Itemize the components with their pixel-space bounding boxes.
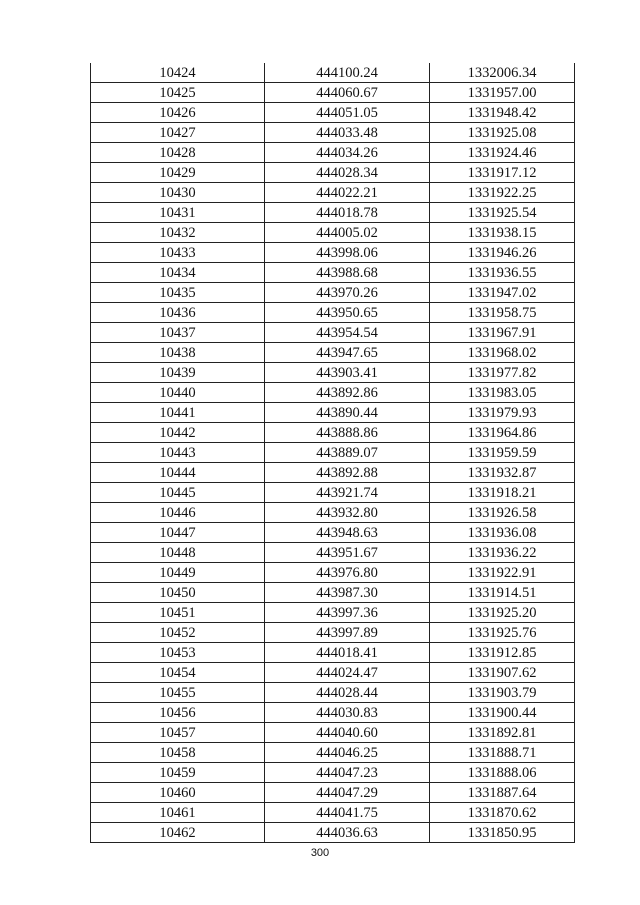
x-coordinate-cell: 444033.48 [265, 123, 430, 143]
point-id-cell: 10424 [91, 63, 265, 83]
point-id-cell: 10442 [91, 423, 265, 443]
point-id-cell: 10448 [91, 543, 265, 563]
table-row [91, 683, 575, 703]
x-coordinate-cell: 444040.60 [265, 723, 430, 743]
table-row [91, 783, 575, 803]
page-number: 300 [310, 847, 330, 859]
point-id-cell: 10459 [91, 763, 265, 783]
y-coordinate-cell: 1331850.95 [430, 823, 575, 843]
x-coordinate-cell: 444030.83 [265, 703, 430, 723]
x-coordinate-cell: 444036.63 [265, 823, 430, 843]
table-row [91, 603, 575, 623]
point-id-cell: 10447 [91, 523, 265, 543]
y-coordinate-cell: 1332006.34 [430, 63, 575, 83]
x-coordinate-cell: 443997.89 [265, 623, 430, 643]
point-id-cell: 10427 [91, 123, 265, 143]
point-id-cell: 10444 [91, 463, 265, 483]
table-row [91, 503, 575, 523]
table-row [91, 223, 575, 243]
x-coordinate-cell: 443921.74 [265, 483, 430, 503]
point-id-cell: 10451 [91, 603, 265, 623]
y-coordinate-cell: 1331887.64 [430, 783, 575, 803]
point-id-cell: 10440 [91, 383, 265, 403]
table-row [91, 703, 575, 723]
point-id-cell: 10443 [91, 443, 265, 463]
y-coordinate-cell: 1331979.93 [430, 403, 575, 423]
x-coordinate-cell: 443954.54 [265, 323, 430, 343]
point-id-cell: 10450 [91, 583, 265, 603]
x-coordinate-cell: 443976.80 [265, 563, 430, 583]
y-coordinate-cell: 1331870.62 [430, 803, 575, 823]
y-coordinate-cell: 1331946.26 [430, 243, 575, 263]
table-row [91, 343, 575, 363]
x-coordinate-cell: 443947.65 [265, 343, 430, 363]
x-coordinate-cell: 443987.30 [265, 583, 430, 603]
y-coordinate-cell: 1331967.91 [430, 323, 575, 343]
x-coordinate-cell: 443892.88 [265, 463, 430, 483]
table-row [91, 143, 575, 163]
y-coordinate-cell: 1331917.12 [430, 163, 575, 183]
point-id-cell: 10437 [91, 323, 265, 343]
point-id-cell: 10434 [91, 263, 265, 283]
table-row [91, 63, 575, 83]
table-row [91, 523, 575, 543]
y-coordinate-cell: 1331888.06 [430, 763, 575, 783]
point-id-cell: 10449 [91, 563, 265, 583]
table-row [91, 383, 575, 403]
table-row [91, 263, 575, 283]
point-id-cell: 10438 [91, 343, 265, 363]
x-coordinate-cell: 444018.78 [265, 203, 430, 223]
x-coordinate-cell: 444060.67 [265, 83, 430, 103]
x-coordinate-cell: 444028.34 [265, 163, 430, 183]
y-coordinate-cell: 1331924.46 [430, 143, 575, 163]
x-coordinate-cell: 444005.02 [265, 223, 430, 243]
y-coordinate-cell: 1331936.22 [430, 543, 575, 563]
table-row [91, 643, 575, 663]
x-coordinate-cell: 444028.44 [265, 683, 430, 703]
point-id-cell: 10452 [91, 623, 265, 643]
y-coordinate-cell: 1331900.44 [430, 703, 575, 723]
x-coordinate-cell: 443932.80 [265, 503, 430, 523]
table-row [91, 463, 575, 483]
table-row [91, 663, 575, 683]
x-coordinate-cell: 443988.68 [265, 263, 430, 283]
y-coordinate-cell: 1331922.91 [430, 563, 575, 583]
point-id-cell: 10429 [91, 163, 265, 183]
table-row [91, 803, 575, 823]
table-row [91, 823, 575, 843]
table-row [91, 763, 575, 783]
table-row [91, 583, 575, 603]
point-id-cell: 10457 [91, 723, 265, 743]
x-coordinate-cell: 443948.63 [265, 523, 430, 543]
y-coordinate-cell: 1331925.54 [430, 203, 575, 223]
y-coordinate-cell: 1331977.82 [430, 363, 575, 383]
point-id-cell: 10435 [91, 283, 265, 303]
coordinate-table [90, 63, 575, 843]
point-id-cell: 10439 [91, 363, 265, 383]
table-row [91, 123, 575, 143]
point-id-cell: 10441 [91, 403, 265, 423]
y-coordinate-cell: 1331892.81 [430, 723, 575, 743]
table-row [91, 623, 575, 643]
table-row [91, 543, 575, 563]
x-coordinate-cell: 443892.86 [265, 383, 430, 403]
point-id-cell: 10425 [91, 83, 265, 103]
table-row [91, 303, 575, 323]
x-coordinate-cell: 444047.29 [265, 783, 430, 803]
y-coordinate-cell: 1331936.55 [430, 263, 575, 283]
point-id-cell: 10432 [91, 223, 265, 243]
point-id-cell: 10431 [91, 203, 265, 223]
point-id-cell: 10456 [91, 703, 265, 723]
table-row [91, 743, 575, 763]
y-coordinate-cell: 1331947.02 [430, 283, 575, 303]
y-coordinate-cell: 1331964.86 [430, 423, 575, 443]
point-id-cell: 10426 [91, 103, 265, 123]
table-row [91, 723, 575, 743]
y-coordinate-cell: 1331932.87 [430, 463, 575, 483]
table-row [91, 363, 575, 383]
table-row [91, 183, 575, 203]
point-id-cell: 10445 [91, 483, 265, 503]
x-coordinate-cell: 443951.67 [265, 543, 430, 563]
table-row [91, 563, 575, 583]
y-coordinate-cell: 1331888.71 [430, 743, 575, 763]
y-coordinate-cell: 1331959.59 [430, 443, 575, 463]
x-coordinate-cell: 444046.25 [265, 743, 430, 763]
x-coordinate-cell: 443888.86 [265, 423, 430, 443]
y-coordinate-cell: 1331922.25 [430, 183, 575, 203]
y-coordinate-cell: 1331938.15 [430, 223, 575, 243]
y-coordinate-cell: 1331912.85 [430, 643, 575, 663]
x-coordinate-cell: 443889.07 [265, 443, 430, 463]
table-row [91, 243, 575, 263]
point-id-cell: 10458 [91, 743, 265, 763]
point-id-cell: 10455 [91, 683, 265, 703]
point-id-cell: 10436 [91, 303, 265, 323]
table-row [91, 203, 575, 223]
table-row [91, 163, 575, 183]
x-coordinate-cell: 444034.26 [265, 143, 430, 163]
table-row [91, 83, 575, 103]
y-coordinate-cell: 1331903.79 [430, 683, 575, 703]
table-row [91, 403, 575, 423]
point-id-cell: 10433 [91, 243, 265, 263]
point-id-cell: 10461 [91, 803, 265, 823]
y-coordinate-cell: 1331925.76 [430, 623, 575, 643]
x-coordinate-cell: 444041.75 [265, 803, 430, 823]
y-coordinate-cell: 1331925.08 [430, 123, 575, 143]
x-coordinate-cell: 443903.41 [265, 363, 430, 383]
y-coordinate-cell: 1331918.21 [430, 483, 575, 503]
table-row [91, 283, 575, 303]
y-coordinate-cell: 1331914.51 [430, 583, 575, 603]
y-coordinate-cell: 1331936.08 [430, 523, 575, 543]
y-coordinate-cell: 1331983.05 [430, 383, 575, 403]
y-coordinate-cell: 1331925.20 [430, 603, 575, 623]
table-row [91, 443, 575, 463]
point-id-cell: 10453 [91, 643, 265, 663]
y-coordinate-cell: 1331926.58 [430, 503, 575, 523]
table-row [91, 103, 575, 123]
point-id-cell: 10428 [91, 143, 265, 163]
y-coordinate-cell: 1331958.75 [430, 303, 575, 323]
point-id-cell: 10460 [91, 783, 265, 803]
table-row [91, 423, 575, 443]
x-coordinate-cell: 444047.23 [265, 763, 430, 783]
point-id-cell: 10446 [91, 503, 265, 523]
x-coordinate-cell: 444100.24 [265, 63, 430, 83]
table-row [91, 323, 575, 343]
y-coordinate-cell: 1331968.02 [430, 343, 575, 363]
y-coordinate-cell: 1331907.62 [430, 663, 575, 683]
x-coordinate-cell: 444051.05 [265, 103, 430, 123]
point-id-cell: 10462 [91, 823, 265, 843]
y-coordinate-cell: 1331948.42 [430, 103, 575, 123]
point-id-cell: 10430 [91, 183, 265, 203]
x-coordinate-cell: 443950.65 [265, 303, 430, 323]
x-coordinate-cell: 443998.06 [265, 243, 430, 263]
point-id-cell: 10454 [91, 663, 265, 683]
table-row [91, 483, 575, 503]
x-coordinate-cell: 444024.47 [265, 663, 430, 683]
y-coordinate-cell: 1331957.00 [430, 83, 575, 103]
x-coordinate-cell: 443970.26 [265, 283, 430, 303]
coordinate-table-body [91, 63, 575, 843]
x-coordinate-cell: 443890.44 [265, 403, 430, 423]
x-coordinate-cell: 444022.21 [265, 183, 430, 203]
x-coordinate-cell: 444018.41 [265, 643, 430, 663]
x-coordinate-cell: 443997.36 [265, 603, 430, 623]
